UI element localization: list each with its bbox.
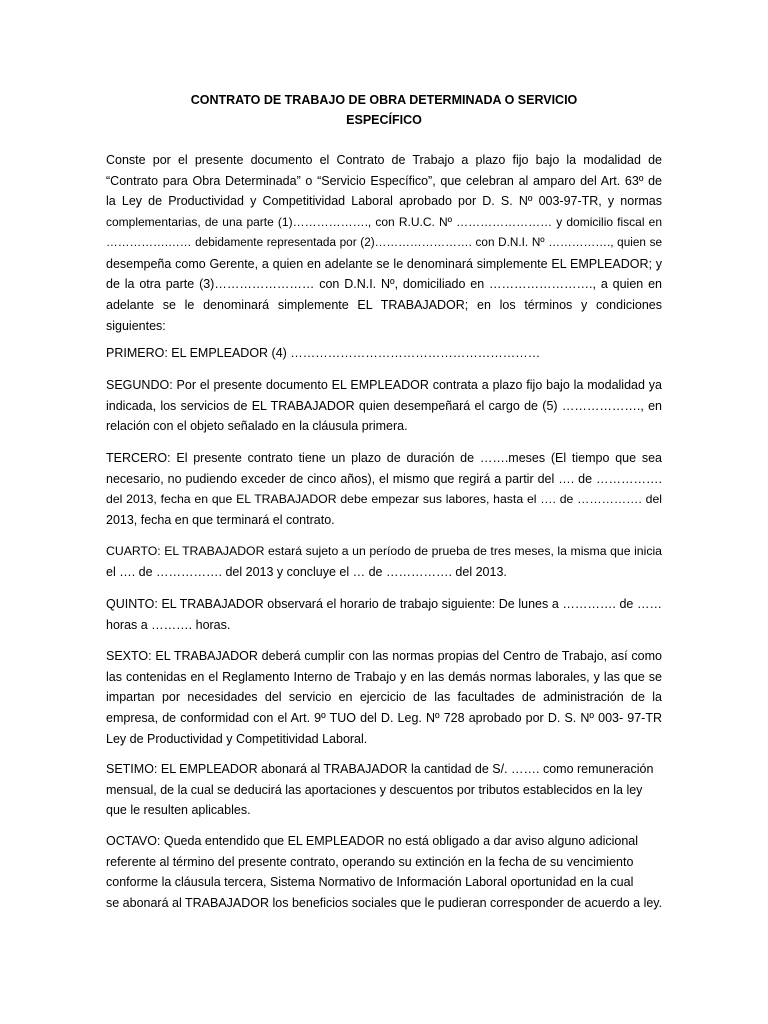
intro-line: de la otra parte (3)…………………… con D.N.I. Nº, domiciliado en ……………………., a quien en <box>106 277 662 292</box>
clause-line: OCTAVO: Queda entendido que EL EMPLEADOR no está obligado a dar aviso alguno adicional <box>106 834 639 848</box>
clause-setimo <box>106 759 662 821</box>
clause-line: TERCERO: El presente contrato tiene un plazo de duración de …….meses (El tiempo que sea <box>106 451 662 465</box>
intro-line: “Contrato para Obra Determinada” o “Servicio Específico”, que celebran al amparo del Art. 63º de <box>106 173 662 188</box>
clause-cuarto <box>106 541 662 582</box>
intro-line: desempeña como Gerente, a quien en adelante se le denominará simplemente EL EMPLEADOR; y <box>106 256 662 271</box>
clause-line: SEGUNDO: Por el presente documento EL EMPLEADOR contrata a plazo fijo bajo la modalidad ya <box>106 378 662 392</box>
clause-line: impartan por necesidades del servicio en ejercicio de las facultades de administración de la <box>106 690 662 705</box>
clause-line: necesario, no pudiendo exceder de cinco años), el mismo que regirá a partir del …. de ……………. <box>106 471 662 486</box>
clause-line: del 2013, fecha en que EL TRABAJADOR debe empezar sus labores, hasta el …. de ……………. del <box>106 492 662 507</box>
clause-primero <box>106 343 662 364</box>
intro-line: Conste por el presente documento el Contrato de Trabajo a plazo fijo bajo la modalidad de <box>106 153 662 167</box>
intro-line: …………….…… debidamente representada por (2)……………………. con D.N.I. Nº ……………., quien se <box>106 235 662 249</box>
clause-line: Ley de Productividad y Competitividad Laboral. <box>106 731 368 746</box>
clause-line: que le resulten aplicables. <box>106 803 251 818</box>
clause-quinto <box>106 594 662 635</box>
clause-line: PRIMERO: EL EMPLEADOR (4) …………………………………………………… <box>106 346 541 360</box>
clause-line: horas a ………. horas. <box>106 617 231 632</box>
clause-line: indicada, los servicios de EL TRABAJADOR quien desempeñará el cargo de (5) ………………., en <box>106 398 662 413</box>
clause-line: conforme la cláusula tercera, Sistema Normativo de Información Laboral oportunidad en la cual <box>106 875 634 890</box>
clause-line: las contenidas en el Reglamento Interno de Trabajo y en las demás normas laborales, y las que se <box>106 669 662 684</box>
intro-line: complementarias, de una parte (1)………………., con R.U.C. Nº …………………… y domicilio fiscal en <box>106 215 662 230</box>
clause-line: se abonará al TRABAJADOR los beneficios sociales que le pudieran corresponder de acuerdo a ley. <box>106 896 663 911</box>
intro-line: la Ley de Productividad y Competitividad Laboral aprobado por D. S. Nº 003-97-TR, y normas <box>106 194 662 209</box>
clause-line: 2013, fecha en que terminará el contrato. <box>106 513 335 528</box>
clause-line: mensual, de la cual se deducirá las aportaciones y descuentos por tributos establecidos en la ley <box>106 782 643 797</box>
clause-line: empresa, de conformidad con el Art. 9º TUO del D. Leg. Nº 728 aprobado por D. S. Nº 003- 97-TR <box>106 711 662 726</box>
clause-line: SEXTO: EL TRABAJADOR deberá cumplir con las normas propias del Centro de Trabajo, así como <box>106 649 662 663</box>
clause-segundo <box>106 375 662 437</box>
clause-octavo <box>106 831 662 914</box>
document-title-line-1: CONTRATO DE TRABAJO DE OBRA DETERMINADA O SERVICIO <box>190 93 578 107</box>
clause-line: QUINTO: EL TRABAJADOR observará el horario de trabajo siguiente: De lunes a …………. de …… <box>106 597 662 611</box>
intro-line: siguientes: <box>106 318 166 333</box>
clause-sexto <box>106 646 662 750</box>
clause-line: SETIMO: EL EMPLEADOR abonará al TRABAJADOR la cantidad de S/. ……. como remuneración <box>106 762 654 776</box>
clause-line: referente al término del presente contrato, operando su extinción en la fecha de su vencimiento <box>106 854 634 869</box>
document-title-line-2: ESPECÍFICO <box>346 113 422 127</box>
clause-line: CUARTO: EL TRABAJADOR estará sujeto a un período de prueba de tres meses, la misma que inicia <box>106 544 662 558</box>
intro-paragraph <box>106 150 662 336</box>
clause-line: el …. de ……………. del 2013 y concluye el … de ……………. del 2013. <box>106 564 507 579</box>
clause-tercero <box>106 448 662 531</box>
clause-line: relación con el objeto señalado en la cláusula primera. <box>106 419 408 434</box>
intro-line: adelante se le denominará simplemente EL TRABAJADOR; en los términos y condiciones <box>106 297 662 312</box>
